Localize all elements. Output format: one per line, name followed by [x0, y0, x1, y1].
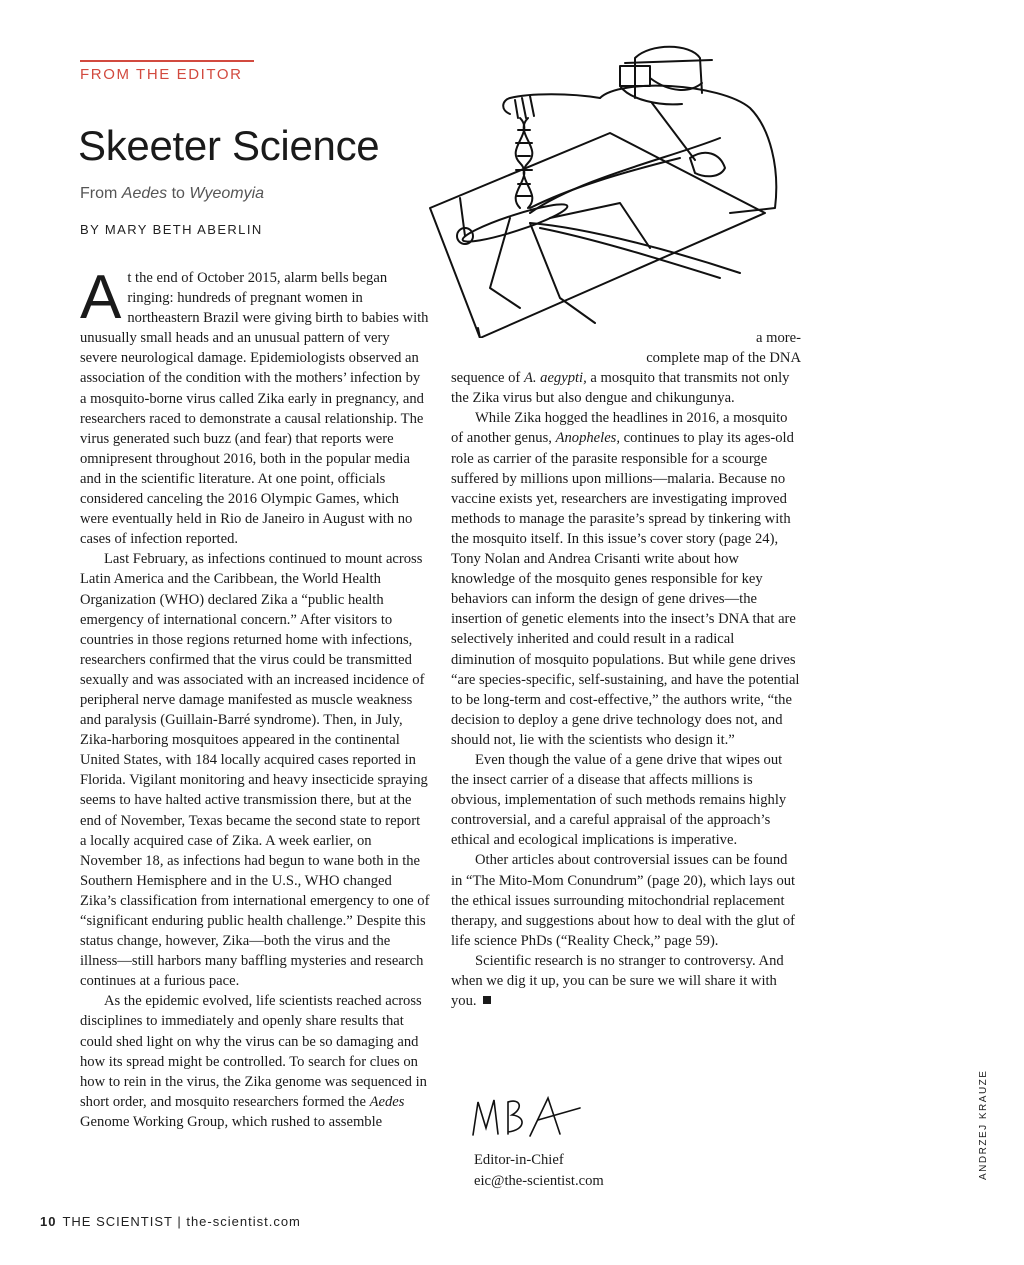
paragraph-2: Last February, as infections continued to mount across Latin America and the Caribbean, the World Health Organization (WHO) declared Zika a “public health emergency of international concern.” After visitors to countries in those regions returned home with infections, researchers confirmed that the virus could be transmitted sexually and was associated with an increased incidence of peripheral nerve damage manifested as muscle weakness and paralysis (Guillain-Barré syndrome). Then, in July, Zika-harboring mosquitoes appeared in the continental United States, with 184 locally acquired cases reported in Florida. Vigilant monitoring and heavy insecticide spraying seems to have halted active transmission there, but at the end of November, Texas became the second state to report a locally acquired case of Zika. A week earlier, on November 18, as infections had begun to wane both in the Southern Hemisphere and in the U.S., WHO changed Zika’s classification from international emergency to one of “significant enduring public health challenge.” Despite this status change, however, Zika—both the virus and the illness—still harbors many baffling mysteries and research continues at a furious pace. [80, 551, 430, 990]
editor-signature [468, 1090, 588, 1142]
surgeon-mosquito-illustration [420, 38, 800, 338]
column-left [80, 263, 430, 1132]
continuation-line-1: a more- [756, 330, 801, 346]
article-subtitle: From Aedes to Wyeomyia [80, 185, 265, 202]
signature-block [474, 1150, 604, 1192]
editor-email: eic@the-scientist.com [474, 1173, 604, 1189]
section-kicker: FROM THE EDITOR [80, 66, 243, 83]
illustration-credit: ANDRZEJ KRAUZE [978, 1069, 989, 1180]
paragraph-7: Other articles about controversial issues can be found in “The Mito-Mom Conundrum” (page 20), which lays out the ethical issues surrounding mitochondrial replacement therapy, and suggestions about how to deal with the glut of life science PhDs (“Reality Check,” page 59). [451, 852, 796, 949]
byline: BY MARY BETH ABERLIN [80, 222, 263, 237]
end-mark-icon [483, 996, 491, 1004]
drop-cap: A [80, 263, 122, 332]
paragraph-6: Even though the value of a gene drive that wipes out the insect carrier of a disease that affects millions is obvious, implementation of such methods remains highly controversial, and a careful appraisal of the approach’s ethical and ecological implications is imperative. [451, 751, 787, 849]
paragraph-5: While Zika hogged the headlines in 2016, a mosquito of another genus, Anopheles, continues to play its ages-old role as carrier of the parasite responsible for a scourge suffered by millions upon millions—malaria. Because no vaccine exists yet, researchers are investigating improved methods to manage the parasite’s spread by tinkering with the mosquito itself. In this issue’s cover story (page 24), Tony Nolan and Andrea Crisanti write about how knowledge of the mosquito genes responsible for key behaviors can inform the design of gene drives—the insertion of genetic elements into the insect’s DNA that are selectively inherited and could result in a radical diminution of mosquito populations. But while gene drives “are species-specific, self-sustaining, and have the potential to be long-term and cost-effective,” the authors write, “the decision to deploy a gene drive technology does not, and should not, lie with the scientists who design it.” [451, 410, 800, 748]
page-footer [40, 1214, 301, 1229]
kicker-rule [80, 60, 254, 62]
paragraph-3: As the epidemic evolved, life scientists reached across disciplines to immediately and openly share results that could shed light on why the virus can be so damaging and how its spread might be controlled. To search for clues on how to rein in the virus, the Zika genome was sequenced in short order, and mosquito researchers formed the Aedes Genome Working Group, which rushed to assemble [80, 993, 427, 1130]
paragraph-1: At the end of October 2015, alarm bells began ringing: hundreds of pregnant women in northeastern Brazil were giving birth to babies with unusually small heads and an unusual pattern of very severe neurological damage. Epidemiologists observed an association of the condition with the mothers’ infection by a mosquito-borne virus called Zika early in pregnancy, and researchers raced to demonstrate a causal relationship. The virus generated such buzz (and fear) that reports were omnipresent throughout 2016, both in the popular media and in the scientific literature. At one point, officials considered canceling the 2016 Olympic Games, which were eventually held in Rio de Janeiro in August with no cases of infection reported. [80, 263, 429, 548]
continuation-line-2: complete map of the DNA [646, 350, 801, 367]
paragraph-8: Scientific research is no stranger to controversy. And when we dig it up, you can be sure we will share it with you. [451, 952, 784, 1010]
editor-role: Editor-in-Chief [474, 1152, 564, 1168]
column-right [451, 328, 801, 1011]
article-title: Skeeter Science [78, 122, 380, 169]
page-number: 10 [40, 1214, 57, 1229]
publication-name: THE SCIENTIST | the-scientist.com [62, 1214, 301, 1229]
paragraph-4: sequence of A. aegypti, a mosquito that transmits not only the Zika virus but also dengue and chikungunya. [451, 370, 790, 407]
